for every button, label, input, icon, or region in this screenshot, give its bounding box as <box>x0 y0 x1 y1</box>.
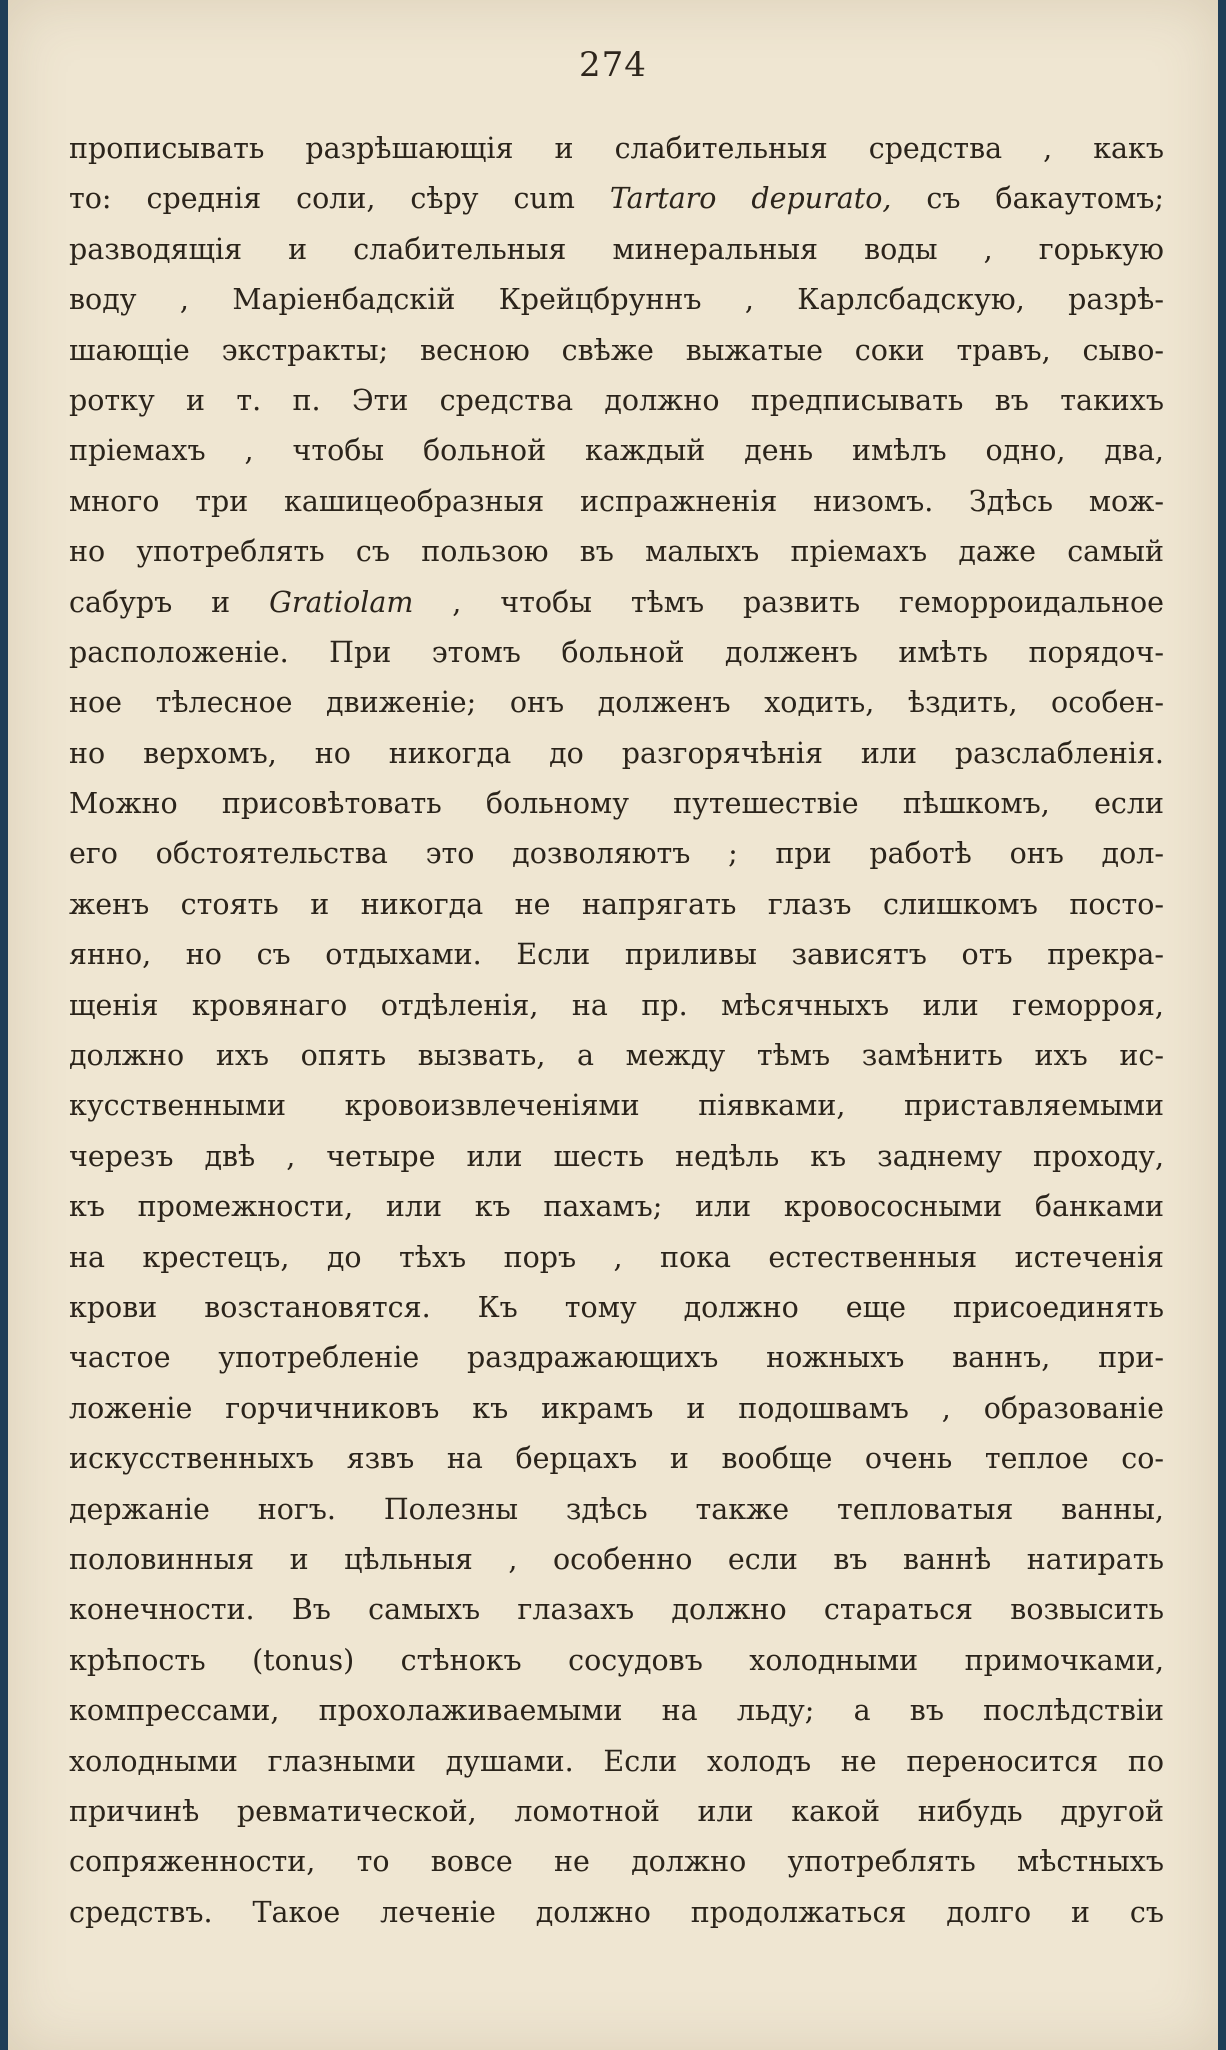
text-segment: частое употребленіе раздражающихъ ножныхъ ваннъ, при- <box>69 1341 1164 1375</box>
text-line <box>69 1485 1164 1535</box>
text-line <box>69 1535 1164 1585</box>
body-text <box>69 124 1164 1938</box>
text-line <box>69 1182 1164 1232</box>
text-line <box>69 376 1164 426</box>
text-line <box>69 829 1164 879</box>
text-segment: къ промежности, или къ пахамъ; или кровососными банками <box>69 1190 1164 1224</box>
text-line <box>69 1737 1164 1787</box>
text-line <box>69 779 1164 829</box>
text-segment: Можно присовѣтовать больному путешествіе пѣшкомъ, если <box>69 787 1164 821</box>
text-line <box>69 1636 1164 1686</box>
text-line <box>69 981 1164 1031</box>
text-segment: то: среднія соли, сѣру cum <box>69 182 610 216</box>
text-segment: компрессами, прохолаживаемыми на льду; а въ послѣдствіи <box>69 1694 1164 1728</box>
text-segment: воду , Маріенбадскій Крейцбруннъ , Карлсбадскую, разрѣ- <box>69 283 1164 317</box>
text-line <box>69 527 1164 577</box>
text-segment: держаніе ногъ. Полезны здѣсь также тепловатыя ванны, <box>69 1492 1164 1526</box>
text-segment: много три кашицеобразныя испражненія низомъ. Здѣсь мож- <box>69 484 1164 518</box>
text-segment: сопряженности, то вовсе не должно употреблять мѣстныхъ <box>69 1845 1164 1879</box>
page-number: 274 <box>579 45 647 85</box>
text-segment: половинныя и цѣльныя , особенно если въ ваннѣ натирать <box>69 1542 1164 1576</box>
text-segment: , чтобы тѣмъ развить геморроидальное <box>413 585 1164 619</box>
text-segment: янно, но съ отдыхами. Если приливы зависятъ отъ прекра- <box>69 938 1164 972</box>
text-segment: холодными глазными душами. Если холодъ не переносится по <box>69 1744 1164 1778</box>
text-line <box>69 426 1164 476</box>
text-segment: ложеніе горчичниковъ къ икрамъ и подошвамъ , образованіе <box>69 1391 1164 1425</box>
text-segment: кусственными кровоизвлеченіями піявками, приставляемыми <box>69 1089 1164 1123</box>
text-segment: должно ихъ опять вызвать, а между тѣмъ замѣнить ихъ ис- <box>69 1039 1164 1073</box>
text-line <box>69 628 1164 678</box>
text-segment: на крестецъ, до тѣхъ поръ , пока естественныя истеченія <box>69 1240 1164 1274</box>
text-line <box>69 477 1164 527</box>
text-line <box>69 275 1164 325</box>
italic-term: Gratiolam <box>269 585 414 619</box>
text-line <box>69 1233 1164 1283</box>
text-segment: женъ стоять и никогда не напрягать глазъ слишкомъ посто- <box>69 887 1164 921</box>
text-line <box>69 678 1164 728</box>
text-line <box>69 1585 1164 1635</box>
text-line <box>69 1787 1164 1837</box>
text-segment: конечности. Въ самыхъ глазахъ должно стараться возвысить <box>69 1593 1164 1627</box>
text-line <box>69 1434 1164 1484</box>
text-segment: крови возстановятся. Къ тому должно еще присоединять <box>69 1290 1164 1324</box>
text-segment: ротку и т. п. Эти средства должно предписывать въ такихъ <box>69 383 1164 417</box>
text-segment: но верхомъ, но никогда до разгорячѣнія или разслабленія. <box>69 736 1164 770</box>
text-line <box>69 1686 1164 1736</box>
text-segment: крѣпость (tonus) стѣнокъ сосудовъ холодными примочками, <box>69 1643 1164 1677</box>
text-segment: искусственныхъ язвъ на берцахъ и вообще очень теплое со- <box>69 1442 1164 1476</box>
text-line <box>69 1031 1164 1081</box>
text-segment: но употреблять съ пользою въ малыхъ пріемахъ даже самый <box>69 535 1164 569</box>
text-segment: черезъ двѣ , четыре или шесть недѣль къ заднему проходу, <box>69 1139 1164 1173</box>
text-segment: средствъ. Такое леченіе должно продолжаться долго и съ <box>69 1895 1164 1929</box>
text-line <box>69 578 1164 628</box>
text-line <box>69 930 1164 980</box>
text-line <box>69 326 1164 376</box>
text-line <box>69 174 1164 224</box>
text-line <box>69 1132 1164 1182</box>
text-segment: пріемахъ , чтобы больной каждый день имѣлъ одно, два, <box>69 434 1164 468</box>
text-line <box>69 1333 1164 1383</box>
text-line <box>69 880 1164 930</box>
text-line <box>69 1384 1164 1434</box>
text-segment: прописывать разрѣшающія и слабительныя средства , какъ <box>69 132 1164 165</box>
book-page <box>8 0 1218 2050</box>
text-line <box>69 225 1164 275</box>
text-line <box>69 1888 1164 1938</box>
text-segment: сабуръ и <box>69 585 270 619</box>
text-segment: разводящія и слабительныя минеральныя воды , горькую <box>69 232 1164 266</box>
text-line <box>69 1081 1164 1131</box>
text-segment: его обстоятельства это дозволяютъ ; при работѣ онъ дол- <box>69 837 1164 871</box>
text-line <box>69 729 1164 779</box>
text-line <box>69 124 1164 174</box>
text-segment: ное тѣлесное движеніе; онъ долженъ ходить, ѣздить, особен- <box>69 686 1164 720</box>
italic-term: Tartaro depurato, <box>609 182 892 216</box>
text-segment: шающіе экстракты; весною свѣже выжатые соки травъ, сыво- <box>69 333 1164 367</box>
text-segment: съ бакаутомъ; <box>891 182 1164 216</box>
text-segment: щенія кровянаго отдѣленія, на пр. мѣсячныхъ или геморроя, <box>69 988 1164 1022</box>
text-segment: расположеніе. При этомъ больной долженъ имѣть порядоч- <box>69 635 1164 669</box>
text-line <box>69 1837 1164 1887</box>
text-segment: причинѣ ревматической, ломотной или какой нибудь другой <box>69 1794 1164 1828</box>
text-line <box>69 1283 1164 1333</box>
